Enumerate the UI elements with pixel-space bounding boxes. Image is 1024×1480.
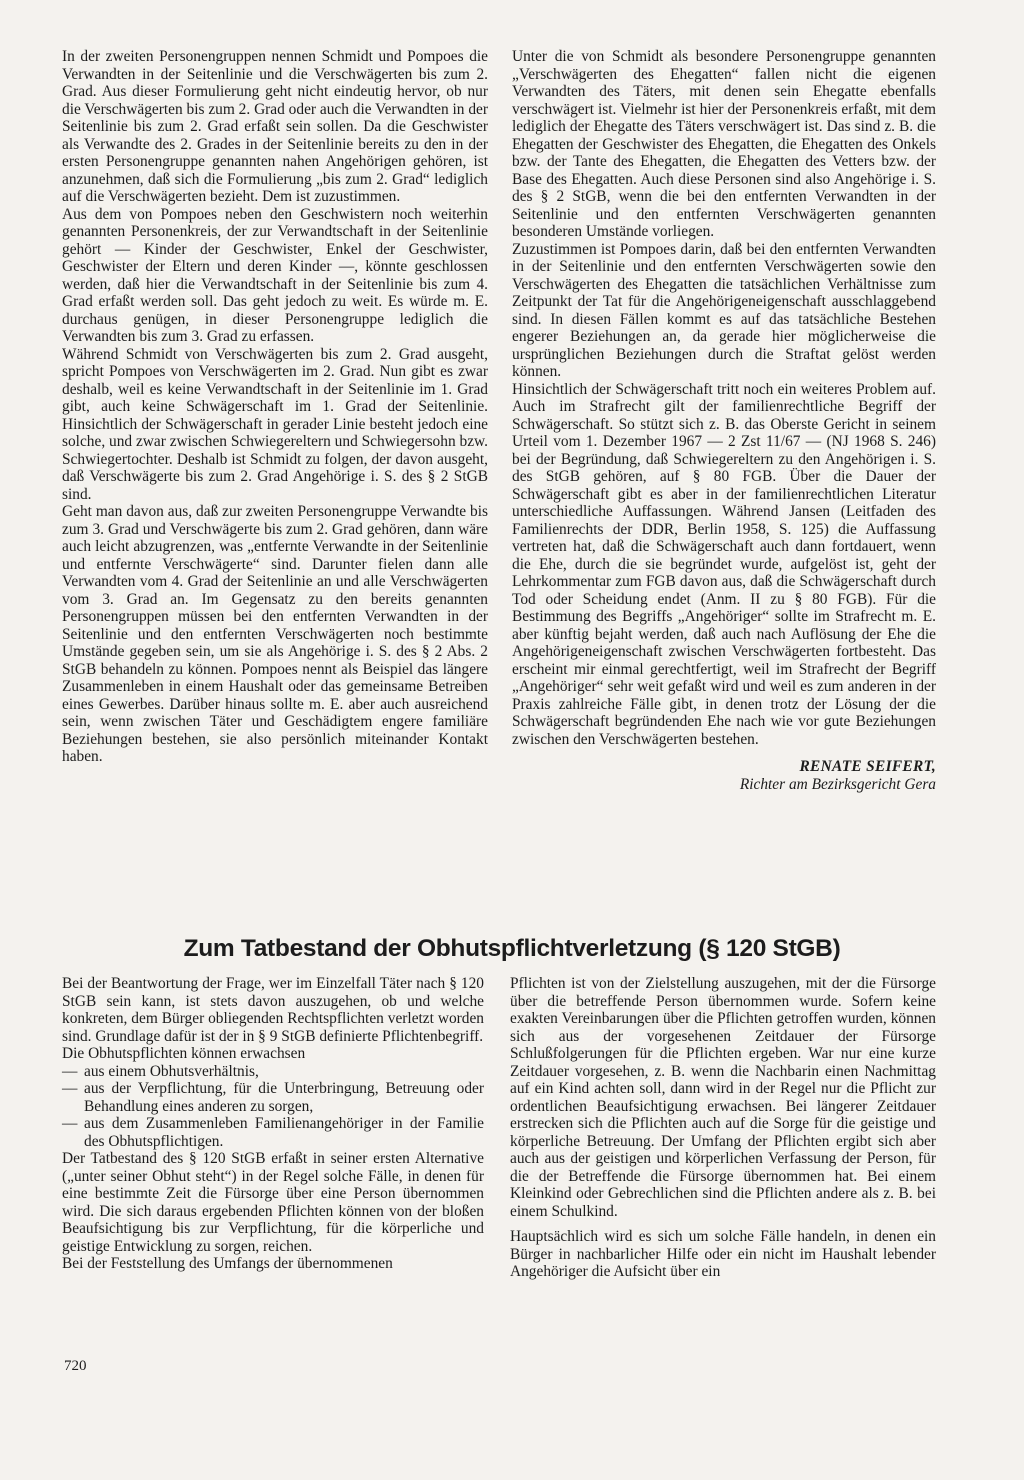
list-item-text: aus dem Zusammenleben Familienangehöriger in der Familie des Obhutspflichtigen. bbox=[84, 1115, 484, 1150]
paragraph: Während Schmidt von Verschwägerten bis zum 2. Grad ausgeht, spricht Pompoes von Verschwägerten im 2. Grad. Nun gibt es zwar deshalb, weil es keine Verwandtschaft in der Seitenlinie im 1. Grad gibt, auch keine Schwägerschaft im 1. Grad der Seitenlinie. Hinsichtlich der Schwägerschaft in gerader Linie besteht jedoch eine solche, und zwar zwischen Schwiegereltern und Schwiegersohn bzw. Schwiegertochter. Deshalb ist Schmidt zu folgen, der davon ausgeht, daß Verschwägerte bis zum 2. Grad Angehörige i. S. des § 2 StGB sind. bbox=[62, 345, 488, 503]
list-intro: Die Obhutspflichten können erwachsen bbox=[62, 1045, 306, 1062]
paragraph: Hauptsächlich wird es sich um solche Fälle handeln, in denen ein Bürger in nachbarlicher Hilfe oder ein nicht im Haushalt lebender Angehöriger die Aufsicht über ein bbox=[510, 1228, 936, 1280]
paragraph: Unter die von Schmidt als besondere Personengruppe genannten „Verschwägerten des Ehegatten“ fallen nicht die eigenen Verwandten des Täters, mit denen sein Ehegatte ebenfalls verschwägert ist. Vielmehr ist hier der Personenkreis erfaßt, mit dem lediglich der Ehegatte des Täters verschwägert ist. Das sind z. B. die Ehegatten der Geschwister des Ehegatten, die Ehegatten des Onkels bzw. der Tante des Ehegatten, die Ehegatten des Vetters bzw. der Base des Ehegatten. Auch diese Personen sind also Angehörige i. S. des § 2 StGB, wenn die bei den entfernten Verwandten in der Seitenlinie und den entfernten Verschwägerten genannten besonderen Umstände vorliegen. bbox=[512, 48, 936, 240]
list-item bbox=[62, 1115, 484, 1150]
paragraph: Hinsichtlich der Schwägerschaft tritt noch ein weiteres Problem auf. Auch im Strafrecht gilt der familienrechtliche Begriff der Schwägerschaft. So stützt sich z. B. das Oberste Gericht in seinem Urteil vom 1. Dezember 1967 — 2 Zst 11/67 — (NJ 1968 S. 246) bei der Begründung, daß Schwiegereltern zu den Angehörigen i. S. des StGB gehören, auf § 80 FGB. Über die Dauer der Schwägerschaft gibt es aber in der familienrechtlichen Literatur unterschiedliche Auffassungen. Während Jansen (Leitfaden des Familienrechts der DDR, Berlin 1958, S. 125) die Auffassung vertreten hat, daß die Schwägerschaft auch dann fortdauert, wenn die Ehe, durch die sie begründet wurde, aufgelöst ist, geht der Lehrkommentar zum FGB davon aus, daß die Schwägerschaft durch Tod oder Scheidung endet (Anm. II zu § 80 FGB). Für die Bestimmung des Begriffs „Angehöriger“ sollte im Strafrecht m. E. aber künftig bejaht werden, daß auch nach Auflösung der Ehe die Angehörigeneigenschaft zwischen Verschwägerten fortbesteht. Das erscheint mir einmal gerechtfertigt, weil im Strafrecht der Begriff „Angehöriger“ sehr weit gefaßt wird und weil es zum anderen in der Praxis zahlreiche Fälle gibt, in denen trotz der Lösung der die Schwägerschaft begründenden Ehe nach wie vor gute Beziehungen zwischen den Verschwägerten bestehen. bbox=[512, 380, 936, 748]
bottom-right-column bbox=[510, 975, 936, 1281]
author-role: Richter am Bezirksgericht Gera bbox=[739, 775, 936, 793]
paragraph: Bei der Beantwortung der Frage, wer im Einzelfall Täter nach § 120 StGB sein kann, ist stets davon auszugehen, ob und welche konkreten, dem Bürger obliegenden Rechtspflichten verletzt worden sind. Grundlage dafür ist der in § 9 StGB definierte Pflichtenbegriff. bbox=[62, 975, 484, 1045]
list-item-text: aus der Verpflichtung, für die Unterbringung, Betreuung oder Behandlung eines anderen zu sorgen, bbox=[84, 1080, 484, 1115]
list-item bbox=[62, 1080, 484, 1115]
article-heading: Zum Tatbestand der Obhutspflichtverletzung (§ 120 StGB) bbox=[183, 935, 841, 962]
dash-marker: — bbox=[62, 1080, 78, 1097]
paragraph: Geht man davon aus, daß zur zweiten Personengruppe Verwandte bis zum 3. Grad und Verschwägerte bis zum 2. Grad gehören, dann wäre auch leicht abzugrenzen, was „entfernte Verwandte in der Seitenlinie und entfernte Verschwägerte“ sind. Darunter fielen dann alle Verwandten vom 4. Grad der Seitenlinie an und alle Verschwägerten vom 3. Grad an. Im Gegensatz zu den bereits genannten Personengruppen müssen bei den entfernten Verwandten in der Seitenlinie und den entfernten Verschwägerten noch bestimmte Umstände gegeben sein, um sie als Angehörige i. S. des § 2 Abs. 2 StGB behandeln zu können. Pompoes nennt als Beispiel das längere Zusammenleben in einem Haushalt oder das gemeinsame Betreiben eines Gewerbes. Darüber hinaus sollte m. E. aber auch ausreichend sein, wenn zwischen Täter und Geschädigtem engere familiäre Beziehungen bestehen, sie also persönlich miteinander Kontakt haben. bbox=[62, 503, 488, 765]
dash-marker: — bbox=[62, 1115, 78, 1132]
page-number: 720 bbox=[64, 1358, 87, 1374]
list-item bbox=[62, 1063, 484, 1081]
bottom-left-column bbox=[62, 975, 484, 1273]
top-right-column bbox=[512, 48, 936, 793]
paragraph: Aus dem von Pompoes neben den Geschwistern noch weiterhin genannten Personenkreis, der zur Verwandtschaft in der Seitenlinie gehört — Kinder der Geschwister, Enkel der Geschwister, Geschwister der Eltern und deren Kinder —, könnte geschlossen werden, daß hier die Verwandtschaft in der Seitenlinie bis zum 4. Grad erfaßt werden soll. Das geht jedoch zu weit. Es würde m. E. durchaus genügen, in dieser Personengruppe lediglich die Verwandten bis zum 3. Grad zu erfassen. bbox=[62, 205, 488, 345]
paragraph: Zuzustimmen ist Pompoes darin, daß bei den entfernten Verwandten in der Seitenlinie und den entfernten Verschwägerten sowie den Verschwägerten des Ehegatten die tatsächlichen Verhältnisse zum Zeitpunkt der Tat für die Angehörigeneigenschaft ausschlaggebend sind. In diesen Fällen kommt es auf das tatsächliche Bestehen engerer Beziehungen an, da gerade hier möglicherweise die ursprünglichen Beziehungen durch die Straftat gelöst werden können. bbox=[512, 240, 936, 380]
author-name: RENATE SEIFERT, bbox=[799, 758, 936, 775]
dash-marker: — bbox=[62, 1062, 78, 1080]
list-item-text: aus einem Obhutsverhältnis, bbox=[84, 1062, 259, 1080]
paragraph: Bei der Feststellung des Umfangs der übernommenen bbox=[62, 1255, 393, 1272]
paragraph: Pflichten ist von der Zielstellung auszugehen, mit der die Fürsorge über die betreffende Person übernommen wurde. Sofern keine exakten Vereinbarungen über die Pflichten getroffen wurden, können sich aus der vorgesehenen Zeitdauer der Fürsorge Schlußfolgerungen für die Pflichten ergeben. War nur eine kurze Zeitdauer vorgesehen, z. B. wenn die Nachbarin einen Nachmittag auf ein Kind achten soll, dann wird in der Regel nur die Pflicht zur ordentlichen Beaufsichtigung erwachsen. Bei längerer Zeitdauer erstrecken sich die Pflichten auch auf die Sorge für die geistige und körperliche Betreuung. Der Umfang der Pflichten ergibt sich aber auch aus der geistigen und körperlichen Verfassung der Person, für die der Betreffende die Fürsorge übernommen hat. Bei einem Kleinkind oder Gebrechlichen sind die Pflichten andere als z. B. bei einem Schulkind. bbox=[510, 975, 936, 1220]
top-left-column bbox=[62, 48, 488, 766]
paragraph: In der zweiten Personengruppen nennen Schmidt und Pompoes die Verwandten in der Seitenlinie und die Verschwägerten bis zum 2. Grad. Aus dieser Formulierung geht nicht eindeutig hervor, ob nur die Verschwägerten bis zum 2. Grad oder auch die Verwandten in der Seitenlinie bis zum 2. Grad erfaßt sein sollen. Da die Geschwister als Verwandte des 2. Grades in der Seitenlinie bereits zu den in der ersten Personengruppe genannten nahen Angehörigen gehören, ist anzunehmen, daß sich die Formulierung „bis zum 2. Grad“ lediglich auf die Verschwägerten bezieht. Dem ist zuzustimmen. bbox=[62, 48, 488, 205]
paragraph: Der Tatbestand des § 120 StGB erfaßt in seiner ersten Alternative („unter seiner Obhut steht“) in der Regel solche Fälle, in denen für eine bestimmte Zeit die Fürsorge über eine Person übernommen wird. Die sich daraus ergebenden Pflichten können von der bloßen Beaufsichtigung bis zur Verpflichtung, für die körperliche und geistige Entwicklung zu sorgen, reichen. bbox=[62, 1150, 484, 1255]
author-signature bbox=[512, 758, 936, 793]
